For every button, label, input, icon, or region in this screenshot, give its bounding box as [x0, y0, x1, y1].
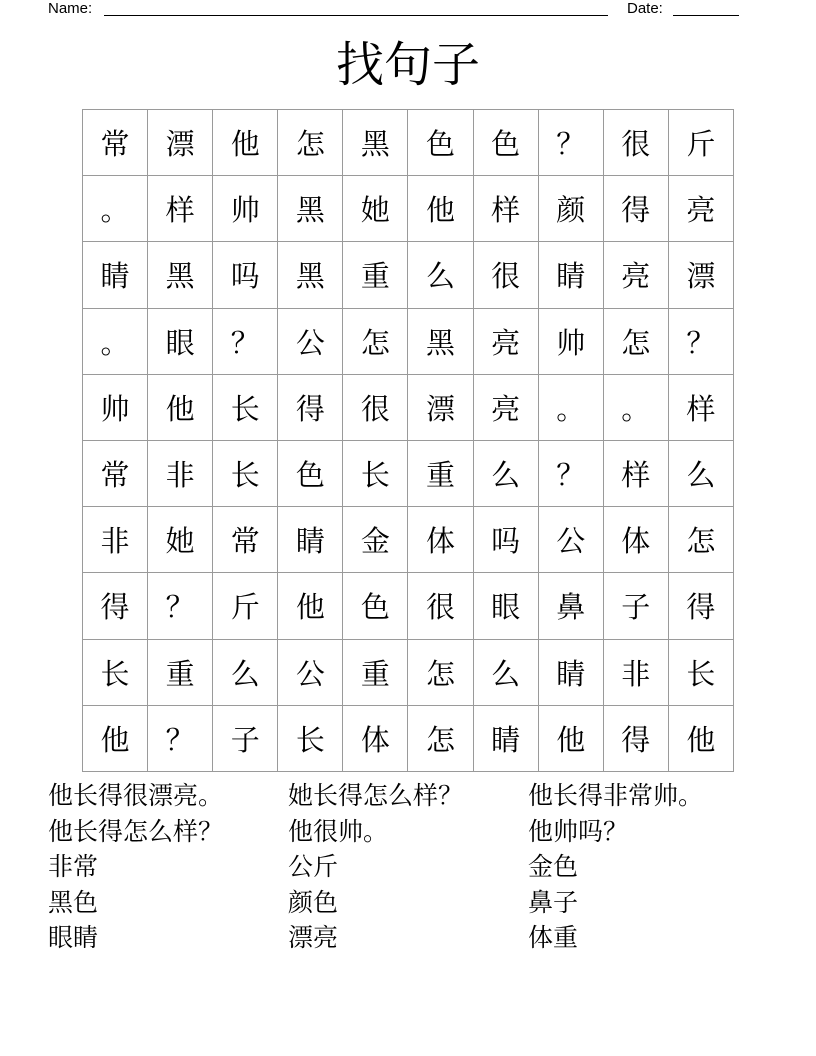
grid-cell[interactable]: 他: [83, 705, 148, 771]
grid-cell[interactable]: 他: [213, 110, 278, 176]
grid-cell[interactable]: 非: [603, 639, 668, 705]
grid-cell[interactable]: 漂: [148, 110, 213, 176]
date-label: Date:: [627, 0, 663, 17]
grid-cell[interactable]: 吗: [473, 507, 538, 573]
grid-cell[interactable]: 吗: [213, 242, 278, 308]
grid-cell[interactable]: 得: [603, 705, 668, 771]
grid-cell[interactable]: 睛: [473, 705, 538, 771]
grid-cell[interactable]: 重: [343, 242, 408, 308]
grid-cell[interactable]: 么: [473, 639, 538, 705]
grid-cell[interactable]: 怎: [603, 308, 668, 374]
grid-cell[interactable]: 亮: [668, 176, 733, 242]
grid-cell[interactable]: 睛: [83, 242, 148, 308]
grid-row: [83, 507, 734, 573]
grid-row: [83, 573, 734, 639]
name-field[interactable]: [104, 15, 608, 16]
grid-cell[interactable]: 长: [343, 440, 408, 506]
grid-cell[interactable]: 非: [148, 440, 213, 506]
grid-cell[interactable]: 色: [278, 440, 343, 506]
word-list-item: 金色: [528, 852, 579, 881]
grid-cell[interactable]: 长: [213, 374, 278, 440]
grid-cell[interactable]: 睛: [538, 242, 603, 308]
grid-cell[interactable]: 怎: [408, 705, 473, 771]
grid-row: [83, 705, 734, 771]
header: [0, 0, 816, 20]
grid-cell[interactable]: 子: [213, 705, 278, 771]
grid-cell[interactable]: 怎: [408, 639, 473, 705]
grid-cell[interactable]: 么: [408, 242, 473, 308]
grid-cell[interactable]: 他: [148, 374, 213, 440]
grid-cell[interactable]: 怎: [278, 110, 343, 176]
grid-cell[interactable]: 常: [83, 440, 148, 506]
grid-cell[interactable]: 长: [213, 440, 278, 506]
grid-cell[interactable]: 怎: [343, 308, 408, 374]
grid-cell[interactable]: 色: [408, 110, 473, 176]
grid-cell[interactable]: 很: [473, 242, 538, 308]
grid-cell[interactable]: 亮: [473, 374, 538, 440]
grid-cell[interactable]: 帅: [213, 176, 278, 242]
word-list-item: 体重: [528, 923, 579, 952]
grid-cell[interactable]: 重: [148, 639, 213, 705]
grid-cell[interactable]: 常: [213, 507, 278, 573]
word-list-item: 漂亮: [288, 923, 339, 952]
grid-cell[interactable]: 漂: [668, 242, 733, 308]
grid-cell[interactable]: 睛: [278, 507, 343, 573]
grid-cell[interactable]: ？: [668, 308, 733, 374]
grid-cell[interactable]: 金: [343, 507, 408, 573]
grid-row: [83, 176, 734, 242]
grid-cell[interactable]: 帅: [83, 374, 148, 440]
grid-cell[interactable]: 很: [603, 110, 668, 176]
date-field[interactable]: [673, 15, 739, 16]
grid-cell[interactable]: 她: [343, 176, 408, 242]
word-list-item: 公斤: [288, 852, 339, 881]
grid-cell[interactable]: 样: [148, 176, 213, 242]
grid-cell[interactable]: 么: [473, 440, 538, 506]
word-list: [48, 778, 768, 956]
grid-row: [83, 308, 734, 374]
grid-cell[interactable]: 眼: [148, 308, 213, 374]
grid-cell[interactable]: 睛: [538, 639, 603, 705]
grid-cell[interactable]: ？: [213, 308, 278, 374]
grid-cell[interactable]: 颜: [538, 176, 603, 242]
grid-cell[interactable]: 公: [278, 308, 343, 374]
grid-cell[interactable]: ？: [148, 573, 213, 639]
grid-cell[interactable]: ？: [148, 705, 213, 771]
grid-cell[interactable]: 样: [473, 176, 538, 242]
grid-cell[interactable]: 非: [83, 507, 148, 573]
grid-cell[interactable]: ？: [538, 440, 603, 506]
grid-cell[interactable]: 鼻: [538, 573, 603, 639]
grid-cell[interactable]: 色: [343, 573, 408, 639]
grid-cell[interactable]: 黑: [278, 242, 343, 308]
word-list-item: 颜色: [288, 887, 339, 917]
word-list-item: 鼻子: [528, 887, 579, 917]
grid-cell[interactable]: 。: [83, 176, 148, 242]
grid-cell[interactable]: 怎: [668, 507, 733, 573]
grid-cell[interactable]: 体: [343, 705, 408, 771]
grid-cell[interactable]: 得: [603, 176, 668, 242]
word-list-item: 他很帅。: [288, 816, 389, 846]
word-list-item: 他长得非常帅。: [528, 781, 704, 810]
word-search-grid: [82, 109, 734, 772]
grid-cell[interactable]: 么: [668, 440, 733, 506]
grid-cell[interactable]: 黑: [278, 176, 343, 242]
grid-cell[interactable]: 样: [603, 440, 668, 506]
grid-cell[interactable]: 体: [408, 507, 473, 573]
grid-cell[interactable]: 。: [83, 308, 148, 374]
grid-row: [83, 374, 734, 440]
grid-cell[interactable]: 得: [668, 573, 733, 639]
word-list-item: 非常: [48, 852, 99, 881]
grid-cell[interactable]: 。: [603, 374, 668, 440]
grid-cell[interactable]: 长: [668, 639, 733, 705]
grid-cell[interactable]: 亮: [473, 308, 538, 374]
grid-row: [83, 440, 734, 506]
grid-cell[interactable]: 很: [408, 573, 473, 639]
grid-cell[interactable]: 很: [343, 374, 408, 440]
word-list-item: 他长得怎么样？: [48, 816, 224, 846]
word-list-item: 眼睛: [48, 923, 99, 952]
grid-cell[interactable]: ？: [538, 110, 603, 176]
grid-cell[interactable]: 黑: [343, 110, 408, 176]
grid-cell[interactable]: 重: [343, 639, 408, 705]
grid-cell[interactable]: 体: [603, 507, 668, 573]
page-title: 找句子: [335, 37, 480, 93]
grid-cell[interactable]: 。: [538, 374, 603, 440]
grid-cell[interactable]: 眼: [473, 573, 538, 639]
grid-cell[interactable]: 公: [538, 507, 603, 573]
grid-cell[interactable]: 色: [473, 110, 538, 176]
grid-cell[interactable]: 长: [83, 639, 148, 705]
word-list-item: 他帅吗？: [528, 816, 629, 846]
name-label: Name:: [48, 0, 93, 17]
grid-cell[interactable]: 么: [213, 639, 278, 705]
grid-cell[interactable]: 亮: [603, 242, 668, 308]
grid-cell[interactable]: 黑: [148, 242, 213, 308]
grid-row: [83, 110, 734, 176]
grid-cell[interactable]: 常: [83, 110, 148, 176]
grid-cell[interactable]: 得: [278, 374, 343, 440]
grid-cell[interactable]: 重: [408, 440, 473, 506]
word-list-item: 他长得很漂亮。: [48, 781, 224, 810]
grid-cell[interactable]: 他: [668, 705, 733, 771]
grid-row: [83, 639, 734, 705]
grid-cell[interactable]: 黑: [408, 308, 473, 374]
grid-cell[interactable]: 帅: [538, 308, 603, 374]
grid-cell[interactable]: 他: [278, 573, 343, 639]
grid-cell[interactable]: 他: [538, 705, 603, 771]
grid-cell[interactable]: 样: [668, 374, 733, 440]
grid-row: [83, 242, 734, 308]
grid-cell[interactable]: 漂: [408, 374, 473, 440]
grid-cell[interactable]: 公: [278, 639, 343, 705]
grid-cell[interactable]: 她: [148, 507, 213, 573]
grid-cell[interactable]: 斤: [213, 573, 278, 639]
grid-cell[interactable]: 他: [408, 176, 473, 242]
grid-cell[interactable]: 斤: [668, 110, 733, 176]
grid-cell[interactable]: 得: [83, 573, 148, 639]
word-list-item: 黑色: [48, 887, 99, 917]
word-list-item: 她长得怎么样？: [288, 781, 464, 810]
grid-cell[interactable]: 长: [278, 705, 343, 771]
grid-cell[interactable]: 子: [603, 573, 668, 639]
